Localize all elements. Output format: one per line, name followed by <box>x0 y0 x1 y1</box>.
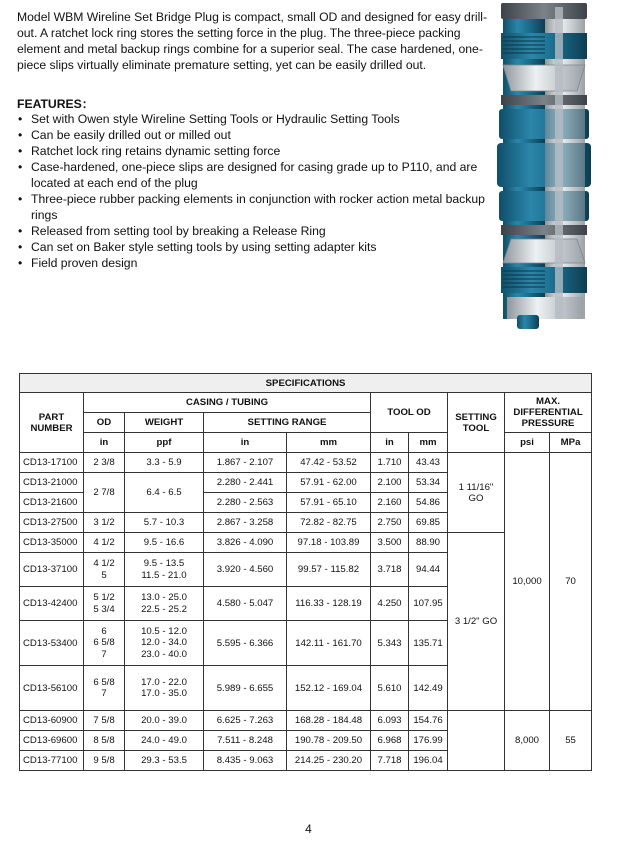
tool-od-mm: 43.43 <box>409 453 448 473</box>
header-setting-range: SETTING RANGE <box>204 413 371 433</box>
feature-item: • Set with Owen style Wireline Setting Tools or Hydraulic Setting Tools <box>17 111 487 127</box>
bridge-plug-illustration <box>497 3 597 333</box>
page-number: 4 <box>305 822 312 836</box>
unit-range-mm: mm <box>287 433 371 453</box>
tool-od-mm: 107.95 <box>409 587 448 621</box>
casing-weight: 24.0 - 49.0 <box>125 731 204 751</box>
feature-item: • Can be easily drilled out or milled out <box>17 127 487 143</box>
tool-od-mm: 88.90 <box>409 533 448 553</box>
casing-od: 3 1/2 <box>84 513 125 533</box>
tool-od-in: 2.160 <box>371 493 409 513</box>
casing-od: 2 3/8 <box>84 453 125 473</box>
header-setting-tool: SETTING TOOL <box>448 393 505 453</box>
header-casing-tubing: CASING / TUBING <box>84 393 371 413</box>
range-mm: 142.11 - 161.70 <box>287 621 371 666</box>
table-row <box>20 453 592 473</box>
part-number: CD13-56100 <box>20 666 84 711</box>
casing-od: 4 1/2 5 <box>84 553 125 587</box>
casing-weight: 20.0 - 39.0 <box>125 711 204 731</box>
pressure-mpa-low: 55 <box>550 711 592 771</box>
tool-od-mm: 196.04 <box>409 751 448 771</box>
range-mm: 47.42 - 53.52 <box>287 453 371 473</box>
casing-weight: 29.3 - 53.5 <box>125 751 204 771</box>
specifications-table <box>19 373 592 771</box>
tool-od-mm: 54.86 <box>409 493 448 513</box>
casing-od: 8 5/8 <box>84 731 125 751</box>
feature-item: • Can set on Baker style setting tools by using setting adapter kits <box>17 239 487 255</box>
unit-tool-in: in <box>371 433 409 453</box>
range-mm: 214.25 - 230.20 <box>287 751 371 771</box>
setting-tool-large-cont <box>448 711 505 771</box>
casing-od: 6 5/8 7 <box>84 666 125 711</box>
unit-mpa: MPa <box>550 433 592 453</box>
range-in: 8.435 - 9.063 <box>204 751 287 771</box>
part-number: CD13-37100 <box>20 553 84 587</box>
casing-weight: 17.0 - 22.0 17.0 - 35.0 <box>125 666 204 711</box>
range-in: 3.920 - 4.560 <box>204 553 287 587</box>
part-number: CD13-42400 <box>20 587 84 621</box>
range-mm: 190.78 - 209.50 <box>287 731 371 751</box>
header-part-number: PART NUMBER <box>20 393 84 453</box>
tool-od-in: 5.610 <box>371 666 409 711</box>
part-number: CD13-17100 <box>20 453 84 473</box>
tool-od-in: 3.718 <box>371 553 409 587</box>
header-max-pressure: MAX. DIFFERENTIAL PRESSURE <box>505 393 592 433</box>
intro-paragraph: Model WBM Wireline Set Bridge Plug is compact, small OD and designed for easy drill-out. A ratchet lock ring stores the setting force in the plug. The three-piece packing element and metal backup rings combine for a superior seal. The case hardened, one-piece slips virtually eliminate premature setting, yet can be easily drilled out. <box>17 10 488 72</box>
unit-psi: psi <box>505 433 550 453</box>
part-number: CD13-21600 <box>20 493 84 513</box>
feature-item: • Ratchet lock ring retains dynamic setting force <box>17 143 487 159</box>
range-in: 1.867 - 2.107 <box>204 453 287 473</box>
casing-od: 6 6 5/8 7 <box>84 621 125 666</box>
unit-od: in <box>84 433 125 453</box>
pressure-mpa-high: 70 <box>550 453 592 711</box>
pressure-psi-high: 10,000 <box>505 453 550 711</box>
casing-weight: 6.4 - 6.5 <box>125 473 204 513</box>
casing-od: 5 1/2 5 3/4 <box>84 587 125 621</box>
part-number: CD13-77100 <box>20 751 84 771</box>
range-in: 2.280 - 2.441 <box>204 473 287 493</box>
header-od: OD <box>84 413 125 433</box>
range-mm: 97.18 - 103.89 <box>287 533 371 553</box>
part-number: CD13-35000 <box>20 533 84 553</box>
tool-od-mm: 69.85 <box>409 513 448 533</box>
part-number: CD13-60900 <box>20 711 84 731</box>
tool-od-in: 6.093 <box>371 711 409 731</box>
table-title: SPECIFICATIONS <box>20 374 592 393</box>
casing-weight: 5.7 - 10.3 <box>125 513 204 533</box>
tool-od-in: 2.750 <box>371 513 409 533</box>
casing-od: 4 1/2 <box>84 533 125 553</box>
pressure-psi-low: 8,000 <box>505 711 550 771</box>
range-in: 3.826 - 4.090 <box>204 533 287 553</box>
range-in: 2.280 - 2.563 <box>204 493 287 513</box>
tool-od-mm: 154.76 <box>409 711 448 731</box>
tool-od-in: 6.968 <box>371 731 409 751</box>
header-tool-od: TOOL OD <box>371 393 448 433</box>
range-in: 6.625 - 7.263 <box>204 711 287 731</box>
setting-tool-small: 1 11/16" GO <box>448 453 505 533</box>
feature-item: • Field proven design <box>17 255 487 271</box>
setting-tool-large: 3 1/2" GO <box>448 533 505 711</box>
casing-weight: 10.5 - 12.0 12.0 - 34.0 23.0 - 40.0 <box>125 621 204 666</box>
header-weight: WEIGHT <box>125 413 204 433</box>
tool-od-mm: 94.44 <box>409 553 448 587</box>
unit-weight: ppf <box>125 433 204 453</box>
table-row <box>20 711 592 731</box>
unit-tool-mm: mm <box>409 433 448 453</box>
tool-od-in: 7.718 <box>371 751 409 771</box>
tool-od-mm: 176.99 <box>409 731 448 751</box>
casing-od: 7 5/8 <box>84 711 125 731</box>
range-mm: 116.33 - 128.19 <box>287 587 371 621</box>
casing-weight: 9.5 - 13.5 11.5 - 21.0 <box>125 553 204 587</box>
range-mm: 57.91 - 62.00 <box>287 473 371 493</box>
tool-od-in: 5.343 <box>371 621 409 666</box>
features-title: FEATURES： <box>17 97 94 111</box>
range-in: 5.595 - 6.366 <box>204 621 287 666</box>
range-in: 2.867 - 3.258 <box>204 513 287 533</box>
casing-weight: 9.5 - 16.6 <box>125 533 204 553</box>
tool-od-mm: 53.34 <box>409 473 448 493</box>
range-mm: 152.12 - 169.04 <box>287 666 371 711</box>
tool-od-in: 3.500 <box>371 533 409 553</box>
range-mm: 168.28 - 184.48 <box>287 711 371 731</box>
part-number: CD13-69600 <box>20 731 84 751</box>
range-mm: 72.82 - 82.75 <box>287 513 371 533</box>
range-in: 7.511 - 8.248 <box>204 731 287 751</box>
tool-od-in: 4.250 <box>371 587 409 621</box>
part-number: CD13-53400 <box>20 621 84 666</box>
feature-item: • Released from setting tool by breaking a Release Ring <box>17 223 487 239</box>
tool-od-mm: 135.71 <box>409 621 448 666</box>
tool-od-in: 2.100 <box>371 473 409 493</box>
part-number: CD13-27500 <box>20 513 84 533</box>
casing-weight: 13.0 - 25.0 22.5 - 25.2 <box>125 587 204 621</box>
casing-od: 9 5/8 <box>84 751 125 771</box>
features-list <box>17 111 487 271</box>
feature-item: • Three-piece rubber packing elements in conjunction with rocker action metal backup rings <box>17 191 487 223</box>
range-mm: 99.57 - 115.82 <box>287 553 371 587</box>
feature-item: • Case-hardened, one-piece slips are designed for casing grade up to P110, and are located at each end of the plug <box>17 159 487 191</box>
range-in: 5.989 - 6.655 <box>204 666 287 711</box>
casing-od: 2 7/8 <box>84 473 125 513</box>
part-number: CD13-21000 <box>20 473 84 493</box>
casing-weight: 3.3 - 5.9 <box>125 453 204 473</box>
range-mm: 57.91 - 65.10 <box>287 493 371 513</box>
range-in: 4.580 - 5.047 <box>204 587 287 621</box>
tool-od-mm: 142.49 <box>409 666 448 711</box>
unit-range-in: in <box>204 433 287 453</box>
tool-od-in: 1.710 <box>371 453 409 473</box>
